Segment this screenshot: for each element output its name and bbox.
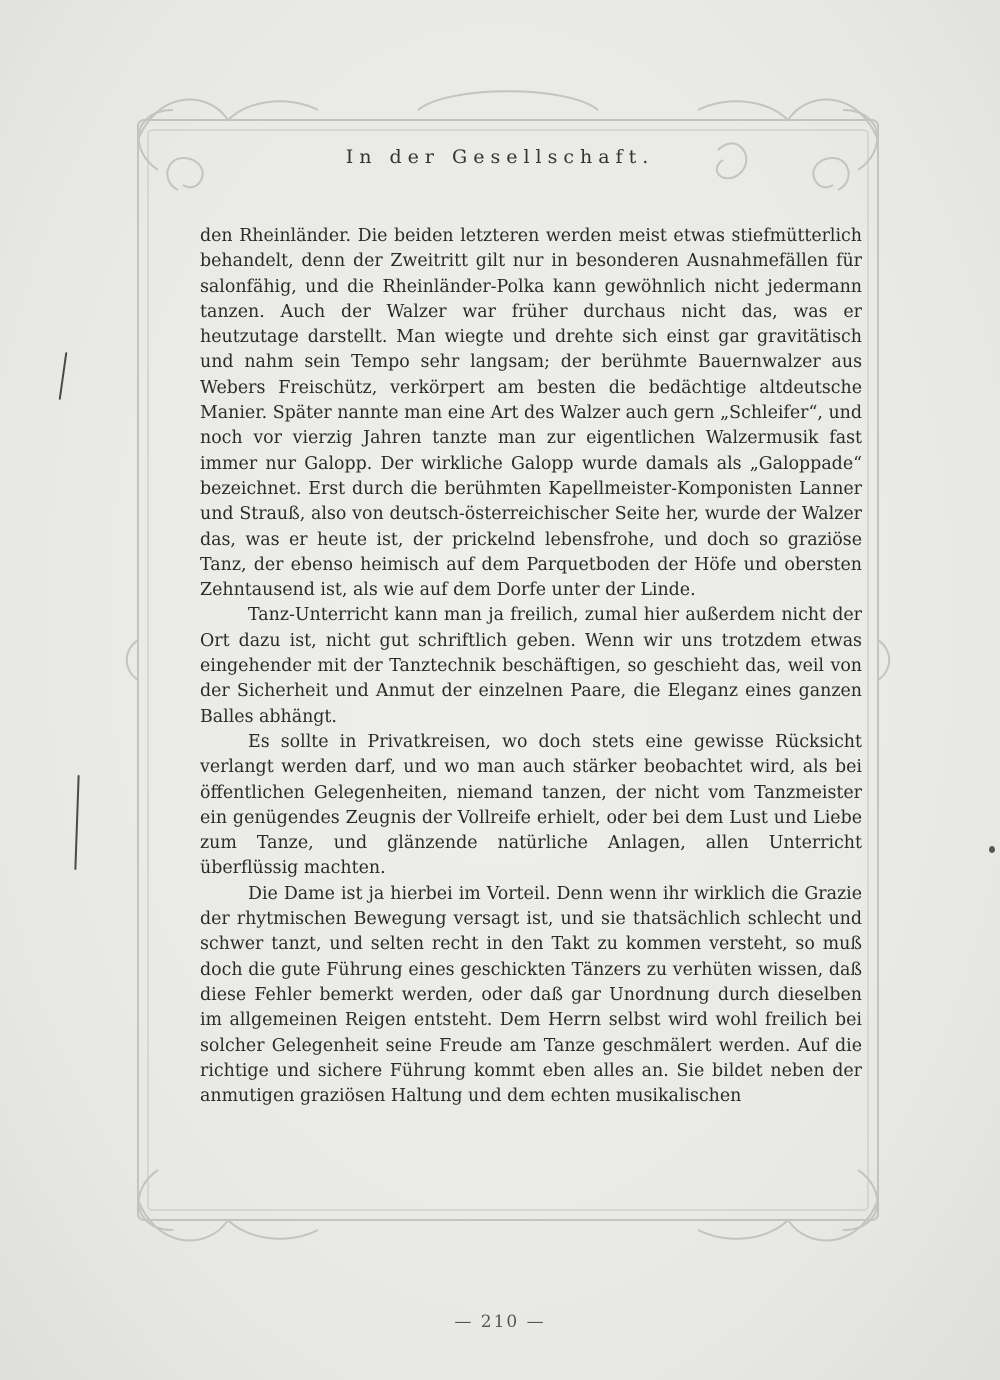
body-text [200, 224, 862, 1109]
paragraph: Die Dame ist ja hierbei im Vorteil. Denn wenn ihr wirklich die Grazie der rhytmischen Bewegung versagt ist, und sie thatsächlich schlecht und schwer tanzt, und selten recht in den Takt zu kommen versteht, so muß doch die gute Führung eines geschickten Tänzers zu verhüten wissen, daß diese Fehler bemerkt werden, oder daß gar Unordnung durch dieselben im allgemeinen Reigen entsteht. Dem Herrn selbst wird wohl freilich bei solcher Gelegenheit seine Freude am Tanze geschmälert werden. Auf die richtige und sichere Führung kommt eben alles an. Sie bildet neben der anmutigen graziösen Haltung und dem echten musikalischen [200, 883, 862, 1107]
paragraph: Es sollte in Privatkreisen, wo doch stets eine gewisse Rücksicht verlangt werden darf, und wo man auch stärker beobachtet wird, als bei öffentlichen Gelegenheiten, niemand tanzen, der nicht vom Tanzmeister ein genügendes Zeugnis der Vollreife erhielt, oder bei dem Lust und Liebe zum Tanze, und glänzende natürliche Anlagen, allen Unterricht überflüssig machten. [200, 731, 862, 879]
margin-pencil-mark [74, 775, 79, 870]
paragraph: den Rheinländer. Die beiden letzteren werden meist etwas stiefmütterlich behandelt, denn der Zweitritt gilt nur in besonderen Ausnahmefällen für salonfähig, und die Rheinländer-Polka kann gewöhnlich nicht jedermann tanzen. Auch der Walzer war früher durchaus nicht das, was er heutzutage darstellt. Man wiegte und drehte sich einst gar gravitätisch und nahm sein Tempo sehr langsam; der berühmte Bauernwalzer aus Webers Freischütz, verkörpert am besten die bedächtige altdeutsche Manier. Später nannte man eine Art des Walzer auch gern „Schleifer“, und noch vor vierzig Jahren tanzte man zur eigentlichen Walzermusik fast immer nur Galopp. Der wirkliche Galopp wurde damals als „Galoppade“ bezeichnet. Erst durch die berühmten Kapellmeister-Komponisten Lanner und Strauß, also von deutsch-österreichischer Seite her, wurde der Walzer das, was er heute ist, der prickelnd lebensfrohe, und doch so graziöse Tanz, der ebenso heimisch auf dem Parquetboden der Höfe und obersten Zehntausend ist, als wie auf dem Dorfe unter der Linde. [200, 226, 862, 601]
margin-ink-dot [989, 846, 995, 853]
paragraph: Tanz-Unterricht kann man ja freilich, zumal hier außerdem nicht der Ort dazu ist, nicht gut schriftlich geben. Wenn wir uns trotzdem etwas eingehender mit der Tanztechnik beschäftigen, so geschieht das, weil von der Sicherheit und Anmut der einzelnen Paare, die Eleganz eines ganzen Balles abhängt. [200, 605, 862, 727]
running-head: In der Gesellschaft. [345, 146, 655, 168]
margin-pencil-mark [59, 352, 68, 400]
page-number: — 210 — [454, 1312, 546, 1332]
